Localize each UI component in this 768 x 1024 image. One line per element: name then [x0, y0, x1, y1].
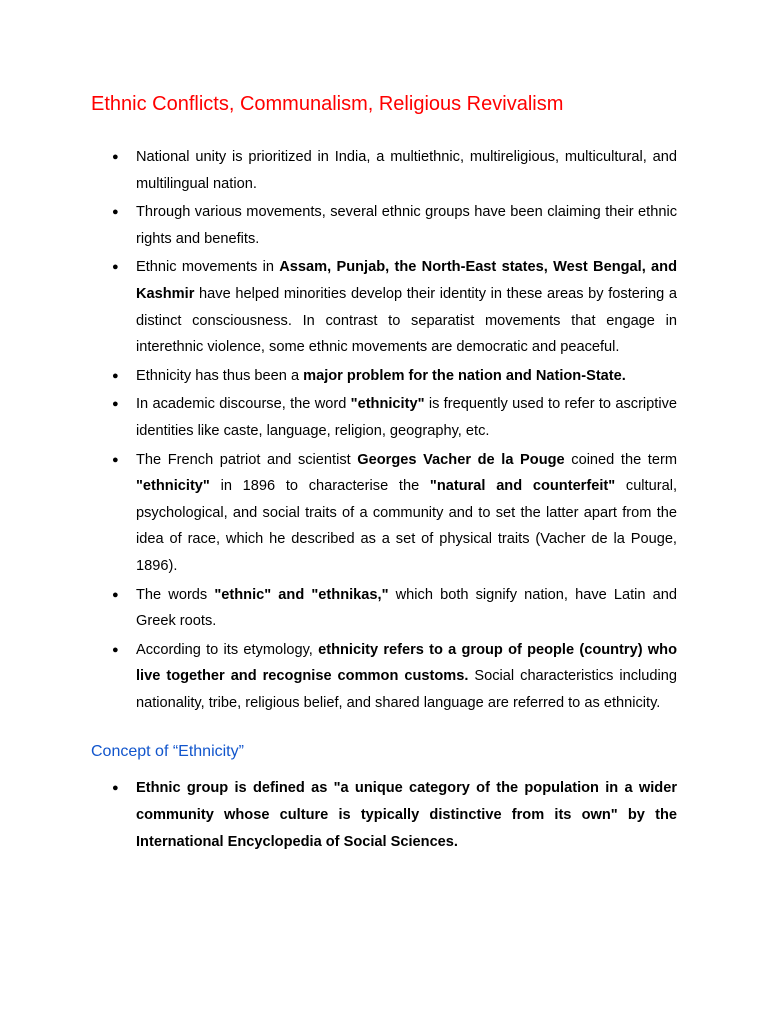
text-run: Ethnicity has thus been a: [136, 367, 304, 384]
bold-text: major problem for the nation and Nation-State.: [303, 367, 626, 384]
bold-text: "ethnicity": [350, 396, 425, 413]
bold-text: Ethnic group is defined as "a unique category of the population in a wider community whose culture is typically distinctive from its own" by the International Encyclopedia of Social Sciences.: [136, 780, 677, 850]
section-heading: Concept of “Ethnicity”: [91, 743, 244, 761]
main-bullet-list: [91, 144, 677, 716]
list-item: [91, 447, 677, 580]
section-bullet-list: [91, 775, 677, 855]
list-item: [91, 637, 677, 717]
text-run: have helped minorities develop their identity in these areas by fostering a distinct consciousness. In contrast to separatist movements that engage in interethnic violence, some ethnic movements are democratic and peaceful.: [136, 285, 677, 356]
text-run: is frequently used to refer to ascriptive identities like caste, language, religion, geography, etc.: [136, 396, 677, 439]
list-item: [91, 775, 677, 855]
text-run: In academic discourse, the word: [136, 396, 351, 413]
bold-text: "ethnicity": [136, 478, 210, 495]
text-run: in 1896 to characterise the: [209, 478, 430, 495]
bold-text: "ethnic" and "ethnikas,": [214, 586, 389, 603]
list-item: [91, 582, 677, 635]
text-run: Through various movements, several ethnic groups have been claiming their ethnic rights and benefits.: [136, 204, 677, 247]
text-run: which both signify nation, have Latin and Greek roots.: [136, 586, 677, 630]
list-item: [91, 363, 677, 390]
bold-text: "natural and counterfeit": [429, 478, 616, 495]
list-item: [91, 199, 677, 252]
text-run: National unity is prioritized in India, a multiethnic, multireligious, multicultural, and multilingual nation.: [136, 149, 677, 192]
text-run: Ethnic movements in: [136, 259, 280, 276]
text-run: Social characteristics including nationality, tribe, religious belief, and shared language are referred to as ethnicity.: [136, 668, 677, 711]
bold-text: ethnicity refers to a group of people (country) who live together and recognise common customs.: [136, 641, 677, 685]
text-run: The words: [136, 586, 215, 603]
bold-text: Assam, Punjab, the North-East states, West Bengal, and Kashmir: [136, 259, 677, 302]
text-run: The French patriot and scientist: [136, 451, 358, 468]
list-item: [91, 391, 677, 444]
text-run: According to its etymology,: [136, 641, 319, 658]
page-title: Ethnic Conflicts, Communalism, Religious Revivalism: [91, 93, 564, 115]
list-item: [91, 254, 677, 360]
bold-text: Georges Vacher de la Pouge: [357, 451, 565, 468]
text-run: cultural, psychological, and social traits of a community and to set the latter apart from the idea of race, which he described as a set of physical traits (Vacher de la Pouge, 1896).: [136, 478, 677, 574]
text-run: coined the term: [564, 451, 677, 468]
list-item: [91, 144, 677, 197]
